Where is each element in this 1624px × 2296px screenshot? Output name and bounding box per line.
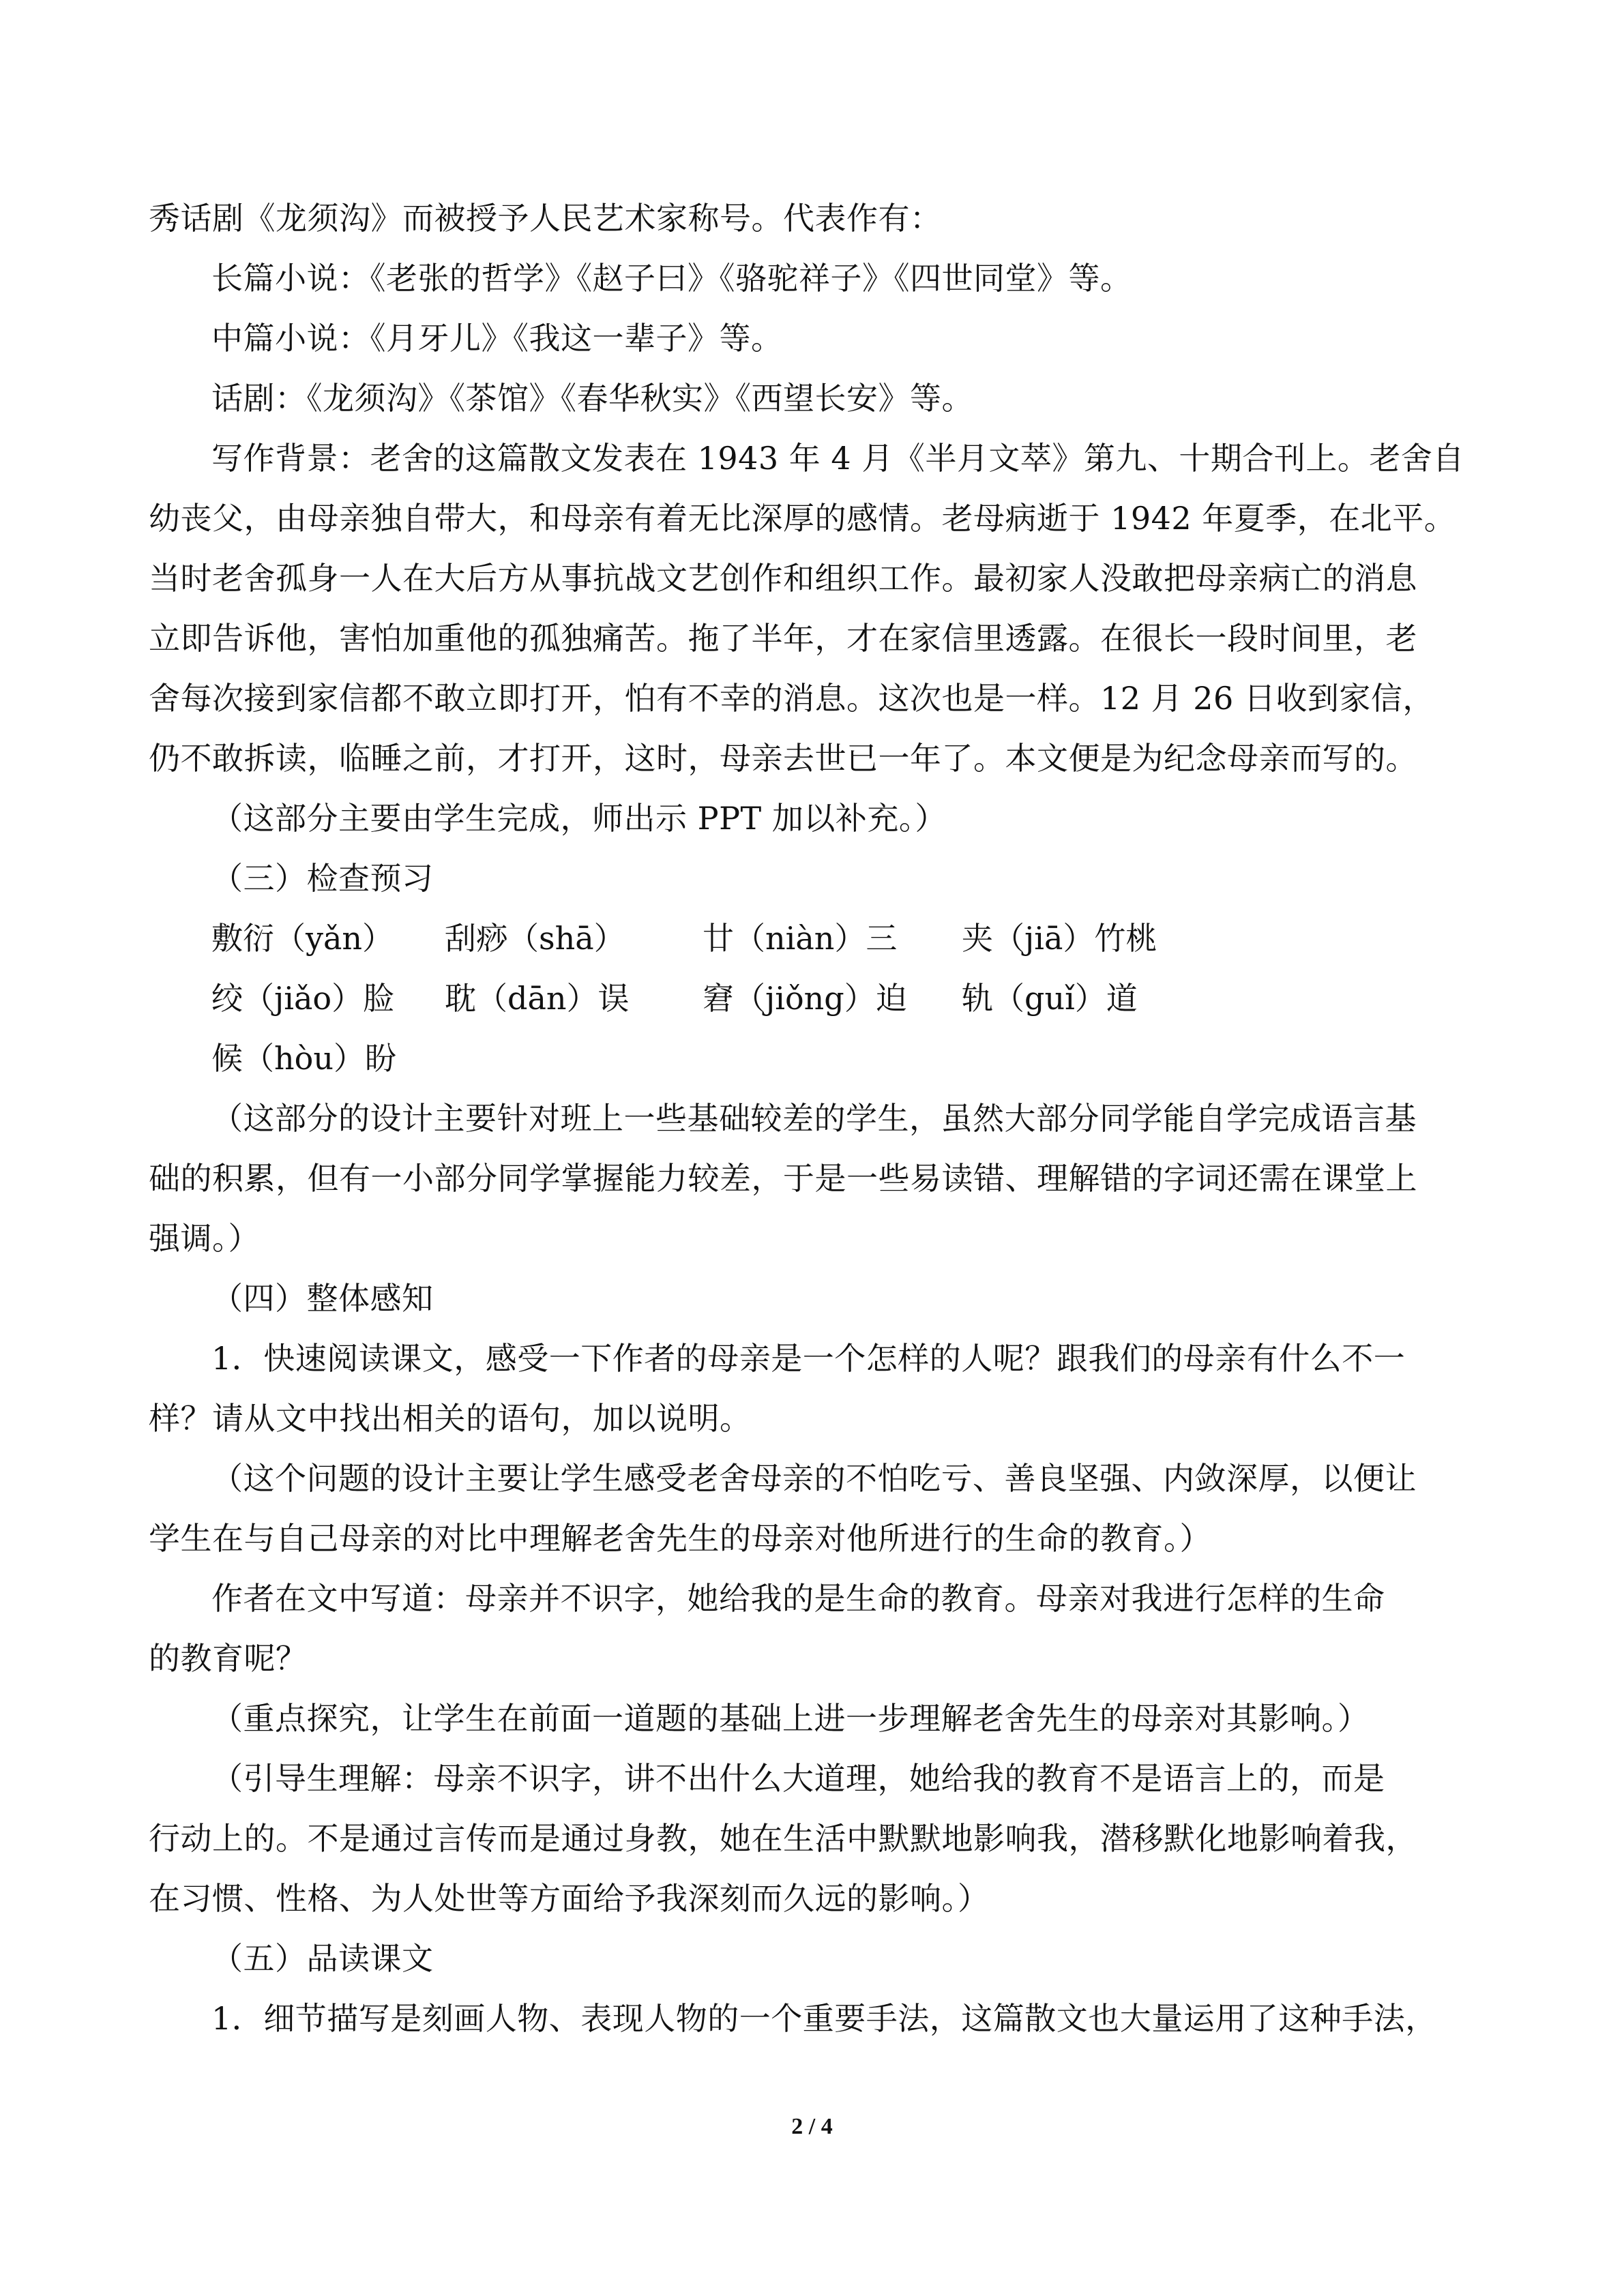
text-line: 当时老舍孤身一人在大后方从事抗战文艺创作和组织工作。最初家人没敢把母亲病亡的消息	[149, 560, 1417, 597]
text-line: （引导生理解：母亲不识字，讲不出什么大道理，她给我的教育不是语言上的，而是	[211, 1760, 1385, 1797]
text-line: （这部分的设计主要针对班上一些基础较差的学生，虽然大部分同学能自学完成语言基	[211, 1100, 1417, 1137]
text-line: 长篇小说：《老张的哲学》《赵子曰》《骆驼祥子》《四世同堂》等。	[211, 260, 1132, 297]
text-line: 写作背景：老舍的这篇散文发表在 1943 年 4 月《半月文萃》第九、十期合刊上。老舍自	[211, 440, 1464, 477]
text-line: 行动上的。不是通过言传而是通过身教，她在生活中默默地影响我，潜移默化地影响着我，	[149, 1820, 1417, 1857]
text-line: 的教育呢？	[149, 1640, 308, 1677]
text-line: 立即告诉他，害怕加重他的孤独痛苦。拖了半年，才在家信里透露。在很长一段时间里，老	[149, 620, 1417, 657]
text-line: 作者在文中写道：母亲并不识字，她给我的是生命的教育。母亲对我进行怎样的生命	[211, 1580, 1385, 1617]
section-heading: （四）整体感知	[211, 1280, 434, 1317]
text-line: （重点探究，让学生在前面一道题的基础上进一步理解老舍先生的母亲对其影响。）	[211, 1700, 1370, 1737]
text-line: 仍不敢拆读，临睡之前，才打开，这时，母亲去世已一年了。本文便是为纪念母亲而写的。	[149, 740, 1417, 777]
vocab-item: 夹（jiā）竹桃	[962, 920, 1157, 957]
text-line: 话剧：《龙须沟》《茶馆》《春华秋实》《西望长安》等。	[211, 380, 973, 417]
vocab-item: 窘（jiǒng）迫	[703, 980, 907, 1017]
text-line: 秀话剧《龙须沟》而被授予人民艺术家称号。代表作有：	[149, 200, 942, 237]
text-line: 强调。）	[149, 1220, 260, 1257]
page-number: 2 / 4	[791, 2114, 833, 2139]
text-line: 样？请从文中找出相关的语句，加以说明。	[149, 1400, 752, 1437]
text-line: 中篇小说：《月牙儿》《我这一辈子》等。	[211, 320, 783, 357]
vocab-item: 候（hòu）盼	[211, 1040, 396, 1077]
text-line: 幼丧父，由母亲独自带大，和母亲有着无比深厚的感情。老母病逝于 1942 年夏季，在北平。	[149, 500, 1456, 537]
text-line: 学生在与自己母亲的对比中理解老舍先生的母亲对他所进行的生命的教育。）	[149, 1520, 1211, 1557]
text-line: 1．细节描写是刻画人物、表现人物的一个重要手法，这篇散文也大量运用了这种手法，	[211, 2000, 1437, 2037]
text-line: 础的积累，但有一小部分同学掌握能力较差，于是一些易读错、理解错的字词还需在课堂上	[149, 1160, 1417, 1197]
text-line: （这个问题的设计主要让学生感受老舍母亲的不怕吃亏、善良坚强、内敛深厚，以便让	[211, 1460, 1417, 1497]
text-line: 在习惯、性格、为人处世等方面给予我深刻而久远的影响。）	[149, 1880, 990, 1917]
text-line: 1．快速阅读课文，感受一下作者的母亲是一个怎样的人呢？跟我们的母亲有什么不一	[211, 1340, 1406, 1377]
text-line: （这部分主要由学生完成，师出示 PPT 加以补充。）	[211, 800, 947, 837]
vocab-item: 轨（guǐ）道	[962, 980, 1138, 1017]
vocab-item: 廿（niàn）三	[703, 920, 898, 957]
text-line: 舍每次接到家信都不敢立即打开，怕有不幸的消息。这次也是一样。12 月 26 日收到家信，	[149, 680, 1434, 717]
vocab-item: 刮痧（shā）	[445, 920, 625, 957]
section-heading: （五）品读课文	[211, 1940, 434, 1977]
vocab-item: 耽（dān）误	[445, 980, 630, 1017]
section-heading: （三）检查预习	[211, 860, 434, 897]
vocab-item: 绞（jiǎo）脸	[211, 980, 395, 1017]
vocab-item: 敷衍（yǎn）	[211, 920, 394, 957]
